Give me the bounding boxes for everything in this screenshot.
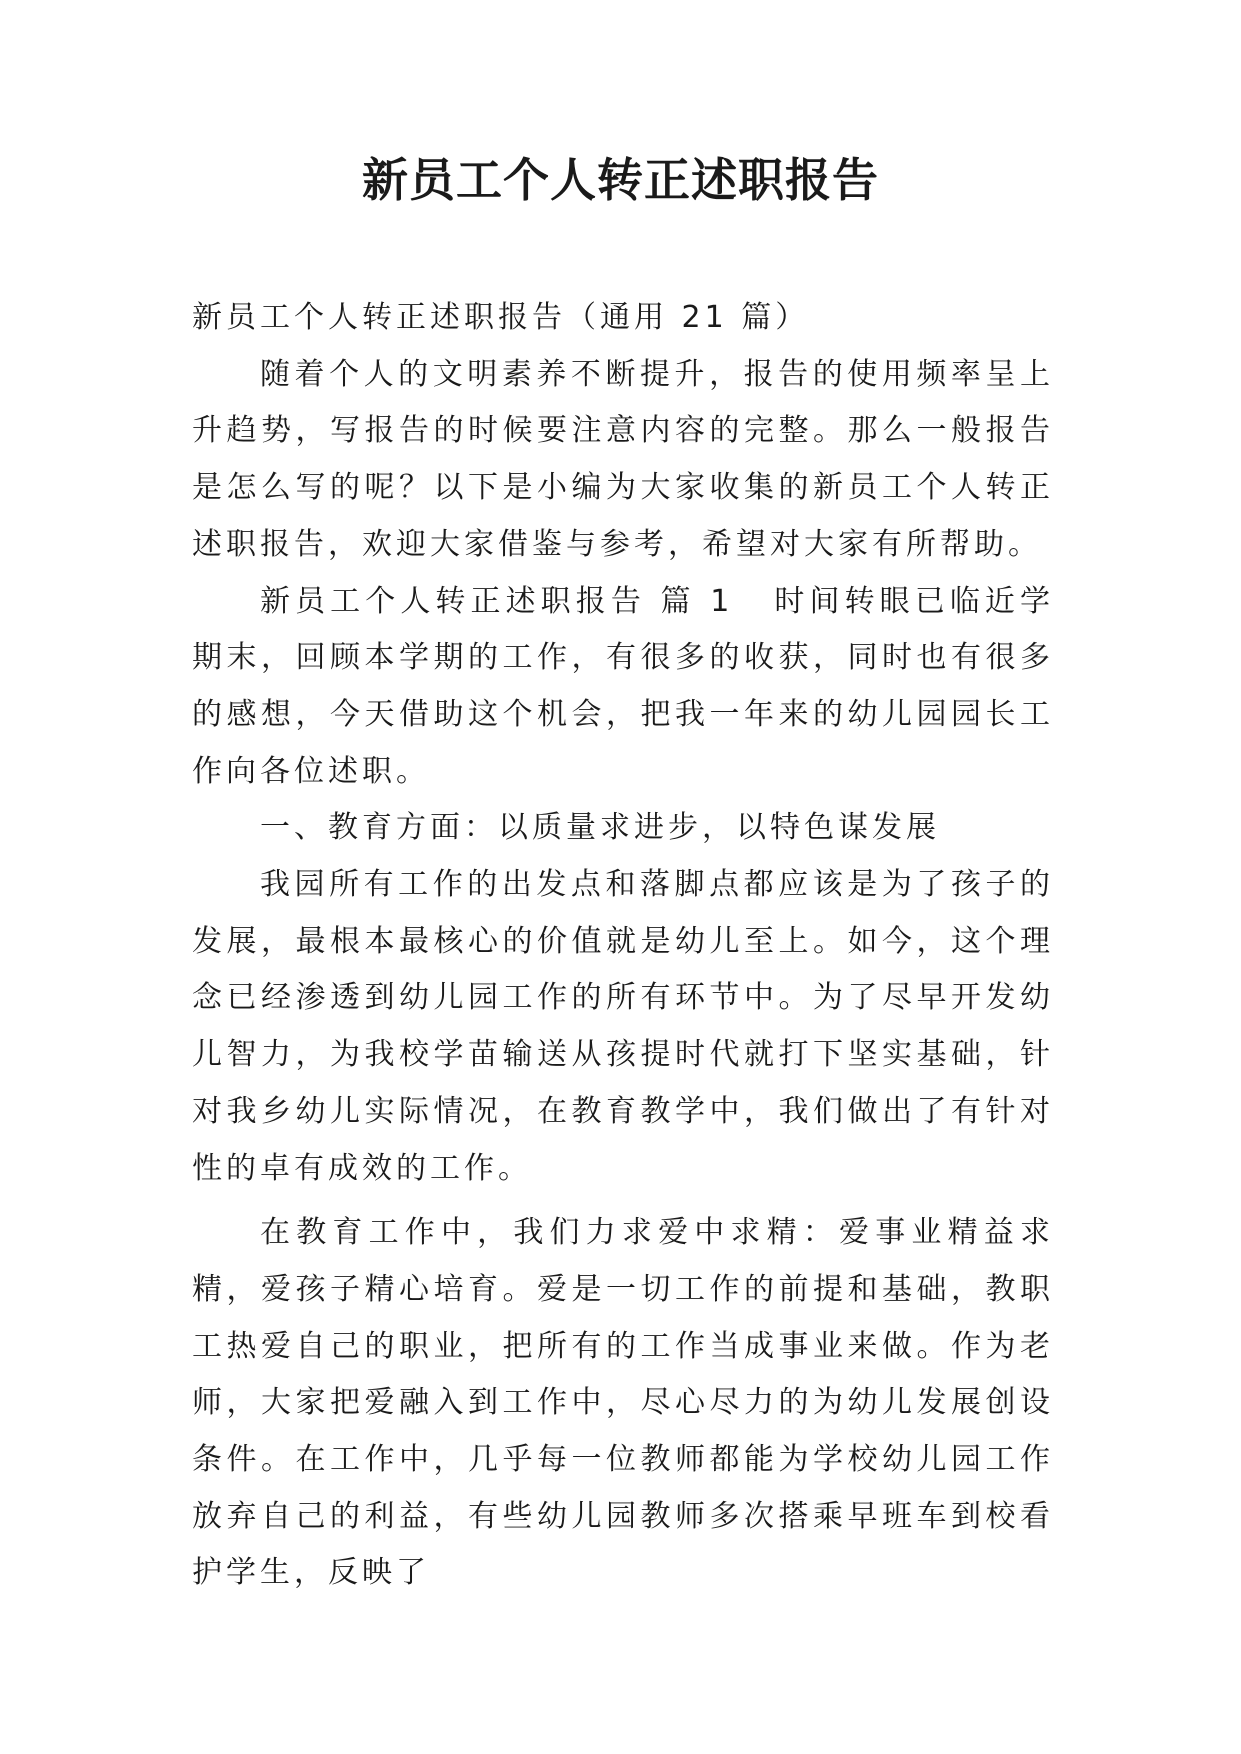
document-body [192, 290, 1054, 1602]
section1-heading: 一、教育方面：以质量求进步，以特色谋发展 [260, 810, 940, 846]
section1-paragraph-2: 在教育工作中，我们力求爱中求精：爱事业精益求精，爱孩子精心培育。爱是一切工作的前提和基础，教职工热爱自己的职业，把所有的工作当成事业来做。作为老师，大家把爱融入到工作中，尽心尽力的为幼儿发展创设条件。在工作中，几乎每一位教师都能为学校幼儿园工作放弃自己的利益，有些幼儿园教师多次搭乘早班车到校看护学生，反映了 [192, 1215, 1054, 1591]
section1-paragraph-1: 我园所有工作的出发点和落脚点都应该是为了孩子的发展，最根本最核心的价值就是幼儿至上。如今，这个理念已经渗透到幼儿园工作的所有环节中。为了尽早开发幼儿智力，为我校学苗输送从孩提时代就打下坚实基础，针对我乡幼儿实际情况，在教育教学中，我们做出了有针对性的卓有成效的工作。 [192, 867, 1054, 1186]
document-title: 新员工个人转正述职报告 [362, 153, 879, 207]
intro-paragraph: 随着个人的文明素养不断提升，报告的使用频率呈上升趋势，写报告的时候要注意内容的完整。那么一般报告是怎么写的呢？以下是小编为大家收集的新员工个人转正述职报告，欢迎大家借鉴与参考，希望对大家有所帮助。 [192, 356, 1054, 562]
part1-heading: 新员工个人转正述职报告 篇 1 [260, 583, 734, 619]
part1-text: 时间转眼已临近学期末，回顾本学期的工作，有很多的收获，同时也有很多的感想，今天借助这个机会，把我一年来的幼儿园园长工作向各位述职。 [192, 583, 1054, 789]
part1-paragraph [192, 574, 1054, 801]
document-subtitle: 新员工个人转正述职报告（通用 21 篇） [192, 300, 810, 335]
